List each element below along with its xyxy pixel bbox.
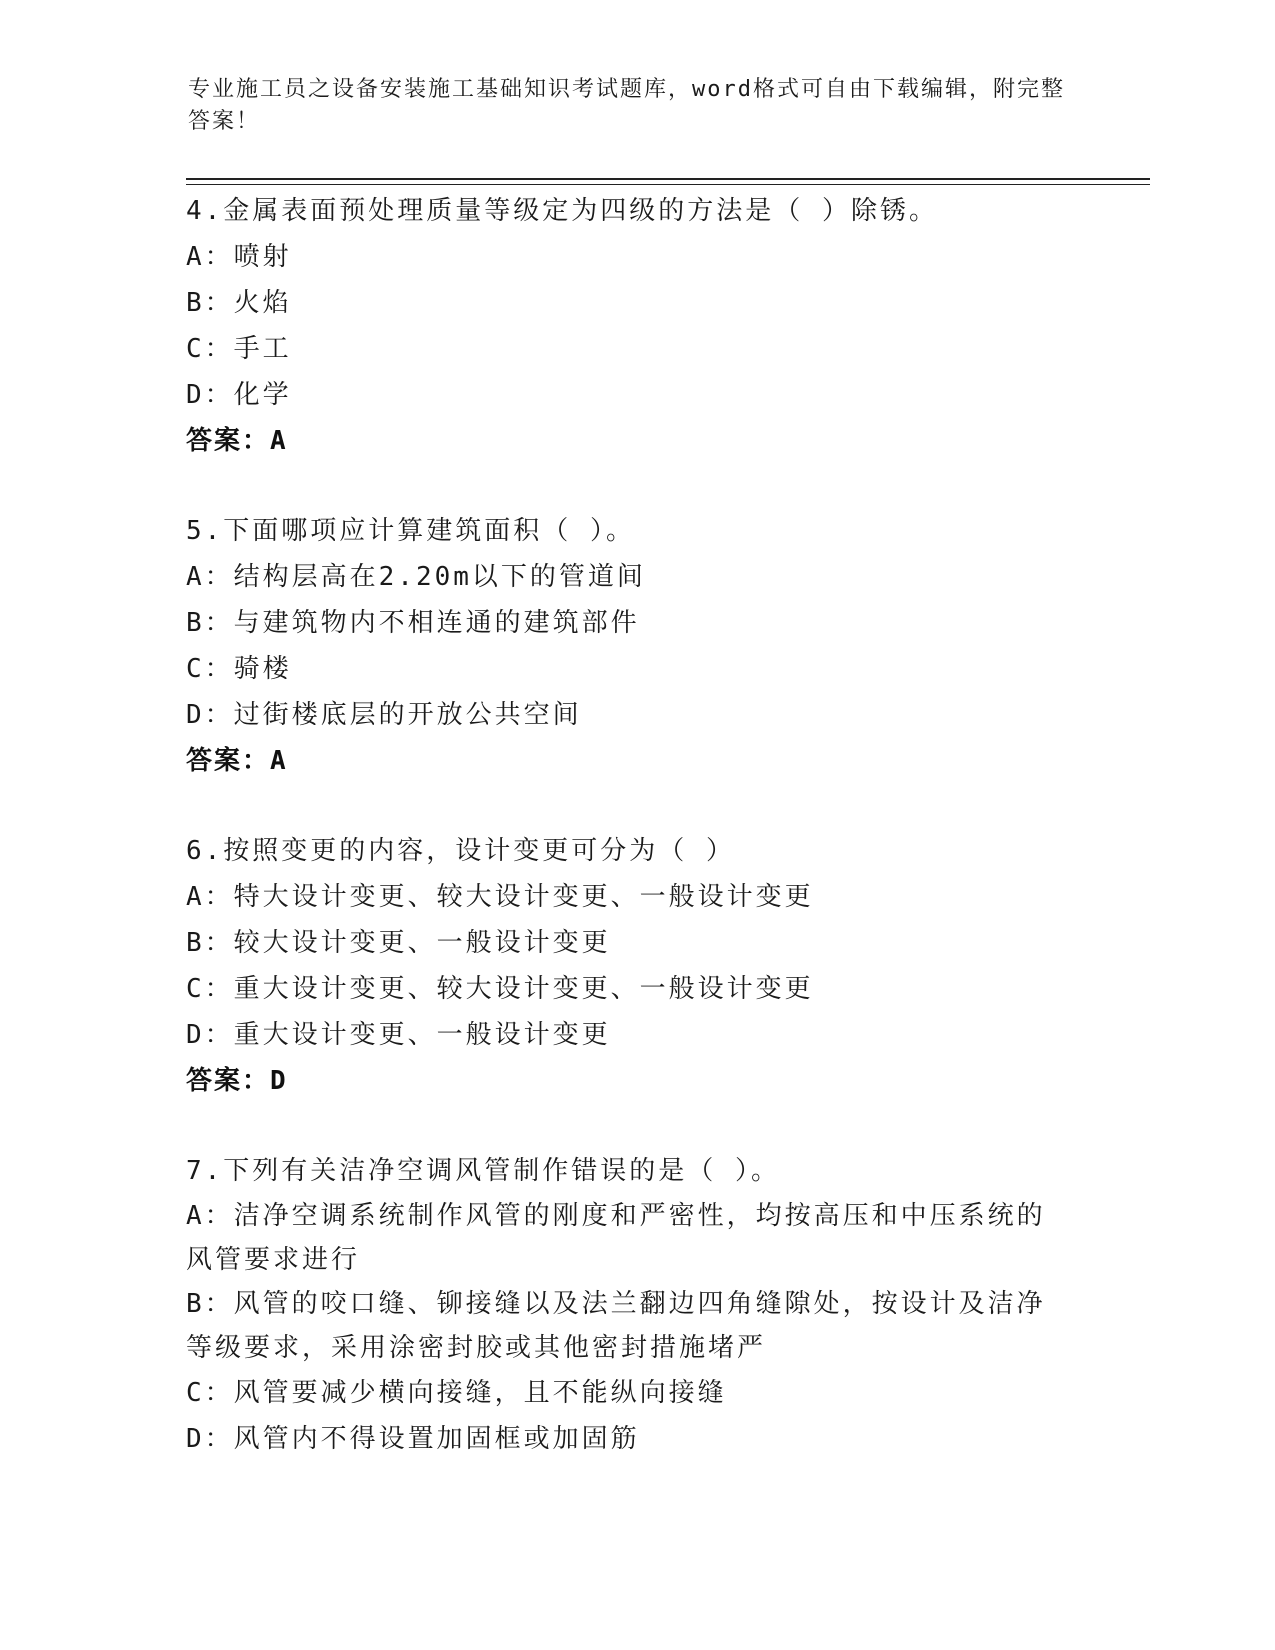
question-5 [186, 508, 1086, 784]
document-header: 专业施工员之设备安装施工基础知识考试题库，word格式可自由下载编辑，附完整答案！ [188, 77, 1065, 134]
option-a: A：结构层高在2.20m以下的管道间 [186, 562, 646, 592]
option-d: D：过街楼底层的开放公共空间 [186, 700, 582, 730]
header-divider-thin [186, 184, 1150, 185]
header-divider-thick [186, 178, 1150, 180]
option-d: D：重大设计变更、一般设计变更 [186, 1020, 611, 1050]
option-b: B：与建筑物内不相连通的建筑部件 [186, 608, 640, 638]
answer-line: 答案：A [186, 746, 288, 776]
question-stem: 4.金属表面预处理质量等级定为四级的方法是（ ）除锈。 [186, 196, 938, 226]
answer-line: 答案：D [186, 1066, 288, 1096]
question-4 [186, 188, 1086, 464]
question-stem: 7.下列有关洁净空调风管制作错误的是（ ）。 [186, 1156, 780, 1186]
option-a: A：特大设计变更、较大设计变更、一般设计变更 [186, 882, 814, 912]
option-d: D：风管内不得设置加固框或加固筋 [186, 1424, 640, 1454]
question-list [186, 188, 1086, 1506]
answer-line: 答案：A [186, 426, 288, 456]
option-b: B：火焰 [186, 288, 292, 318]
option-b: B：较大设计变更、一般设计变更 [186, 928, 611, 958]
question-7 [186, 1148, 1086, 1462]
option-a: A：洁净空调系统制作风管的刚度和严密性，均按高压和中压系统的风管要求进行 [186, 1201, 1046, 1275]
option-a: A：喷射 [186, 242, 292, 272]
question-6 [186, 828, 1086, 1104]
option-c: C：重大设计变更、较大设计变更、一般设计变更 [186, 974, 814, 1004]
option-c: C：手工 [186, 334, 292, 364]
question-stem: 5.下面哪项应计算建筑面积（ ）。 [186, 516, 635, 546]
option-d: D：化学 [186, 380, 292, 410]
option-c: C：骑楼 [186, 654, 292, 684]
question-stem: 6.按照变更的内容，设计变更可分为（ ） [186, 836, 735, 866]
option-b: B：风管的咬口缝、铆接缝以及法兰翻边四角缝隙处，按设计及洁净等级要求，采用涂密封胶或其他密封措施堵严 [186, 1289, 1046, 1363]
option-c: C：风管要减少横向接缝，且不能纵向接缝 [186, 1378, 727, 1408]
